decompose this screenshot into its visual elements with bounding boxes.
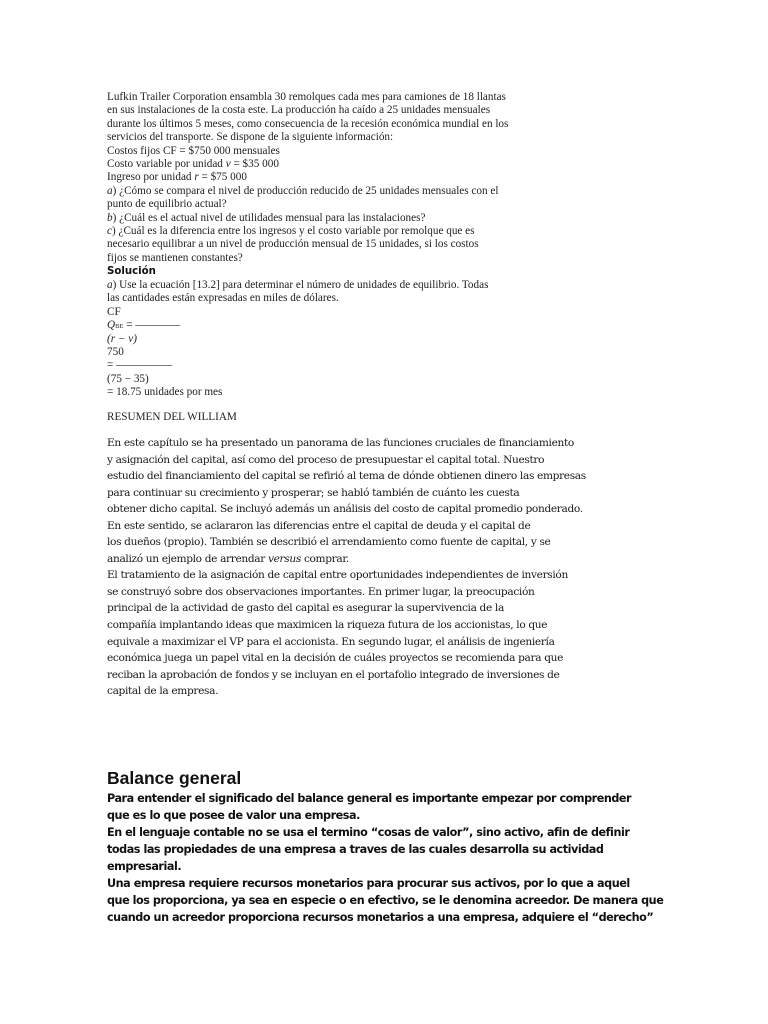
- formula-q-line: [107, 319, 627, 333]
- text-line: fijos se mantienen constantes?: [107, 251, 243, 264]
- text-fragment: ) ¿Cuál es la diferencia entre los ingresos y el costo variable por remolque que es: [111, 225, 475, 238]
- question-a-line: [107, 185, 627, 198]
- problem-statement: [107, 91, 627, 399]
- question-c-line: [107, 225, 627, 238]
- text-line: El tratamiento de la asignación de capital entre oportunidades independientes de inversión: [107, 569, 568, 582]
- formula-cf: CF: [107, 305, 121, 318]
- text-fragment: = $35 000: [230, 158, 279, 171]
- variable-r: r: [194, 171, 199, 184]
- text-fragment: ) ¿Cuál es el actual nivel de utilidades mensual para las instalaciones?: [112, 211, 426, 224]
- formula-fraction-bar-2: = —————: [107, 359, 173, 372]
- formula-750: 750: [107, 346, 124, 359]
- text-line: se construyó sobre dos observaciones importantes. En primer lugar, la preocupación: [107, 585, 535, 598]
- balance-general-paragraph: [107, 791, 667, 927]
- text-line: equivale a maximizar el VP para el accionista. En segundo lugar, el análisis de ingeniería: [107, 635, 555, 648]
- solution-letter: a: [107, 278, 113, 291]
- text-fragment: ) Use la ecuación [13.2] para determinar el número de unidades de equilibrio. Todas: [112, 278, 489, 291]
- text-line: En el lenguaje contable no se usa el termino “cosas de valor”, sino activo, afin de definir: [107, 825, 630, 839]
- question-b-line: [107, 212, 627, 225]
- text-line: capital de la empresa.: [107, 685, 219, 698]
- text-line: estudio del financiamiento del capital se refirió al tema de dónde obtienen dinero las empresas: [107, 470, 586, 483]
- text-line: En este sentido, se aclararon las diferencias entre el capital de deuda y el capital de: [107, 519, 531, 532]
- text-line: servicios del transporte. Se dispone de la siguiente información:: [107, 131, 394, 144]
- formula-q: Q: [107, 318, 116, 331]
- formula-fraction-bar: = ————: [123, 318, 181, 331]
- text-line: todas las propiedades de una empresa a traves de las cuales desarrolla su actividad: [107, 842, 604, 856]
- text-line: Costos fijos CF = $750 000 mensuales: [107, 144, 280, 157]
- text-line: compañía implantando ideas que maximicen la riqueza futura de los accionistas, lo que: [107, 619, 548, 632]
- text-line: en sus instalaciones de la costa este. La producción ha caído a 25 unidades mensuales: [107, 104, 491, 117]
- text-line: necesario equilibrar a un nivel de producción mensual de 15 unidades, si los costos: [107, 238, 479, 251]
- versus-line: [107, 551, 627, 568]
- text-fragment: analizó un ejemplo de arrendar: [107, 552, 268, 565]
- break-even-formula: [107, 306, 627, 399]
- formula-denominator-text: (r − v): [107, 332, 137, 345]
- text-fragment: comprar.: [300, 552, 349, 565]
- text-line: para continuar su crecimiento y prosperar; se habló también de cuánto les cuesta: [107, 486, 520, 499]
- formula-denominator-2: (75 − 35): [107, 372, 149, 385]
- question-letter: a: [107, 184, 113, 197]
- resumen-heading: RESUMEN DEL WILLIAM: [107, 411, 237, 423]
- text-line: punto de equilibrio actual?: [107, 198, 227, 211]
- formula-q-subscript: BE: [115, 322, 124, 330]
- solucion-heading: Solución: [107, 266, 156, 278]
- ingreso-line: [107, 171, 627, 184]
- text-fragment: = $75 000: [198, 171, 247, 184]
- solution-a-line: [107, 279, 627, 292]
- text-line: que los proporciona, ya sea en especie o en efectivo, se le denomina acreedor. De manera que: [107, 893, 664, 907]
- text-line: En este capítulo se ha presentado un panorama de las funciones cruciales de financiamiento: [107, 437, 574, 449]
- question-letter: c: [107, 225, 112, 238]
- text-fragment: Costo variable por unidad: [107, 158, 226, 171]
- text-line: Una empresa requiere recursos monetarios para procurar sus activos, por lo que a aquel: [107, 876, 630, 890]
- text-line: cuando un acreedor proporciona recursos monetarios a una empresa, adquiere el “derecho”: [107, 910, 654, 924]
- text-line: económica juega un papel vital en la decisión de cuáles proyectos se recomienda para que: [107, 652, 564, 665]
- text-line: Lufkin Trailer Corporation ensambla 30 remolques cada mes para camiones de 18 llantas: [107, 91, 506, 103]
- costo-variable-line: [107, 158, 627, 171]
- text-line: los dueños (propio). También se describió el arrendamiento como fuente de capital, y se: [107, 536, 551, 549]
- text-line: durante los últimos 5 meses, como consecuencia de la recesión económica mundial en los: [107, 117, 509, 130]
- text-line: obtener dicho capital. Se incluyó además un análisis del costo de capital promedio ponderado.: [107, 503, 583, 516]
- variable-v: v: [225, 158, 231, 171]
- text-line: empresarial.: [107, 859, 182, 873]
- balance-general-heading: Balance general: [107, 768, 242, 788]
- text-line: principal de la actividad de gasto del capital es asegurar la supervivencia de la: [107, 602, 504, 615]
- formula-result: = 18.75 unidades por mes: [107, 385, 223, 398]
- text-line: que es lo que posee de valor una empresa.: [107, 808, 360, 822]
- question-letter: b: [107, 211, 113, 224]
- resumen-paragraph: [107, 435, 627, 700]
- versus-word: versus: [268, 552, 301, 565]
- text-line: las cantidades están expresadas en miles de dólares.: [107, 292, 339, 305]
- text-line: reciban la aprobación de fondos y se incluyan en el portafolio integrado de inversiones de: [107, 668, 560, 681]
- text-line: Para entender el significado del balance general es importante empezar por comprender: [107, 792, 632, 805]
- text-line: y asignación del capital, así como del proceso de presupuestar el capital total. Nuestro: [107, 453, 545, 466]
- text-fragment: Ingreso por unidad: [107, 171, 195, 184]
- formula-denominator: [107, 333, 627, 346]
- text-fragment: ) ¿Cómo se compara el nivel de producción reducido de 25 unidades mensuales con el: [112, 184, 499, 197]
